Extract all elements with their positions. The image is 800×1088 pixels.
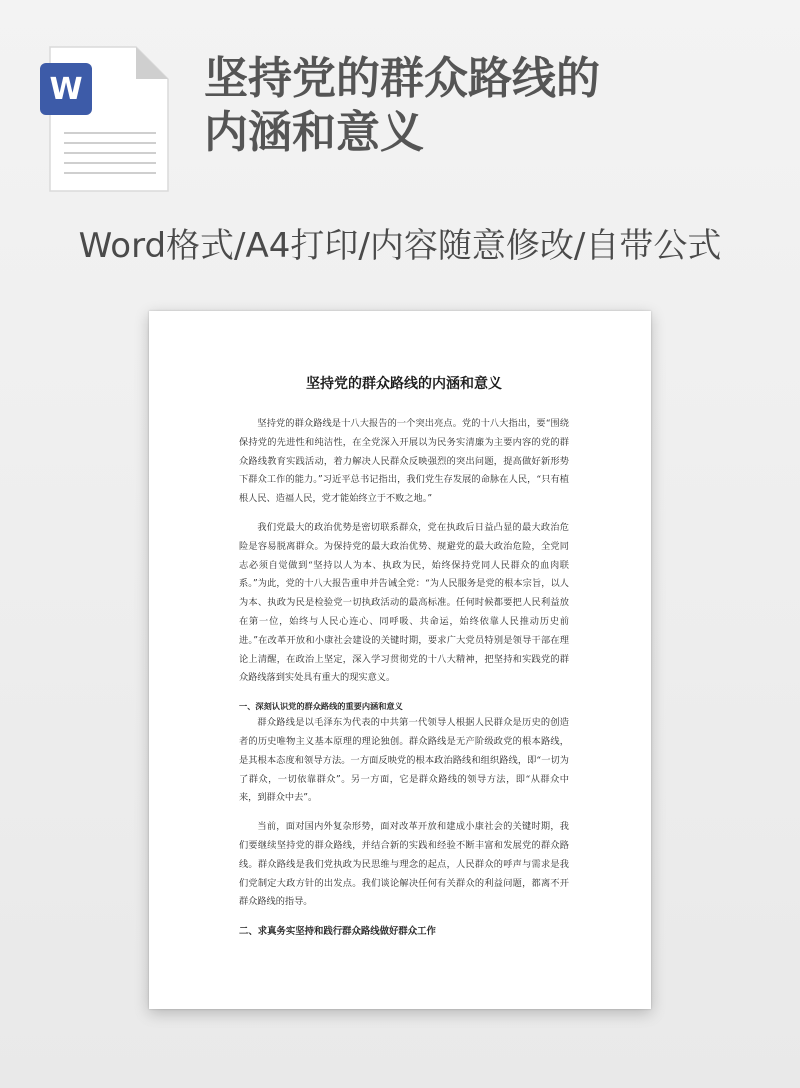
- section-1-paragraph-2: 当前，面对国内外复杂形势，面对改革开放和建成小康社会的关键时期，我们要继续坚持党的群众路线，并结合新的实践和经验不断丰富和发展党的群众路线。群众路线是我们党执政为民思维与理念的起点，人民群众的呼声与需求是我们党制定大政方针的出发点。我们谈论解决任何有关群众的利益问题，都离不开群众路线的指导。: [239, 821, 569, 908]
- doc-title-line1: 坚持党的群众路线的: [204, 53, 600, 104]
- section-1-paragraph-1: 群众路线是以毛泽东为代表的中共第一代领导人根据人民群众是历史的创造者的历史唯物主义基本原理的理论独创。群众路线是无产阶级政党的根本路线，是其根本态度和领导方法。一方面反映党的根本政治路线和组织路线，即“一切为了群众，一切依靠群众”。另一方面，它是群众路线的领导方法，即“从群众中来，到群众中去”。: [239, 717, 569, 804]
- section-1-heading: 一、深刻认识党的群众路线的重要内涵和意义: [239, 701, 403, 712]
- document-page: [149, 311, 651, 1009]
- word-letter: W: [49, 72, 83, 107]
- document-title: 坚持党的群众路线的内涵和意义: [306, 376, 502, 392]
- paragraph-2: 我们党最大的政治优势是密切联系群众，党在执政后日益凸显的最大政治危险是容易脱离群众。为保持党的最大政治优势、规避党的最大政治危险，全党同志必须自觉做到“坚持以人为本、执政为民，始终保持党同人民群众的血肉联系。”为此，党的十八大报告重申并告诫全党：“为人民服务是党的根本宗旨，以人为本、执政为民是检验党一切执政活动的最高标准。任何时候都要把人民利益放在第一位，始终与人民心连心、同呼吸、共命运，始终依靠人民推动历史前进。”在改革开放和小康社会建设的关键时期，要求广大党员特别是领导干部在理论上清醒，在政治上坚定，深入学习贯彻党的十八大精神，把坚持和实践党的群众路线落到实处具有重大的现实意义。: [239, 521, 569, 684]
- section-2-heading: 二、求真务实坚持和践行群众路线做好群众工作: [239, 926, 436, 938]
- format-subtitle: Word格式/A4打印/内容随意修改/自带公式: [78, 226, 722, 266]
- doc-title: [204, 52, 764, 160]
- doc-title-line2: 内涵和意义: [204, 107, 424, 158]
- paragraph-1: 坚持党的群众路线是十八大报告的一个突出亮点。党的十八大指出，要“围绕保持党的先进性和纯洁性，在全党深入开展以为民务实清廉为主要内容的党的群众路线教育实践活动，着力解决人民群众反映强烈的突出问题，提高做好新形势下群众工作的能力。”习近平总书记指出，我们党生存发展的命脉在人民，“只有植根人民、造福人民，党才能始终立于不败之地。”: [239, 418, 569, 505]
- word-file-icon: [40, 45, 172, 197]
